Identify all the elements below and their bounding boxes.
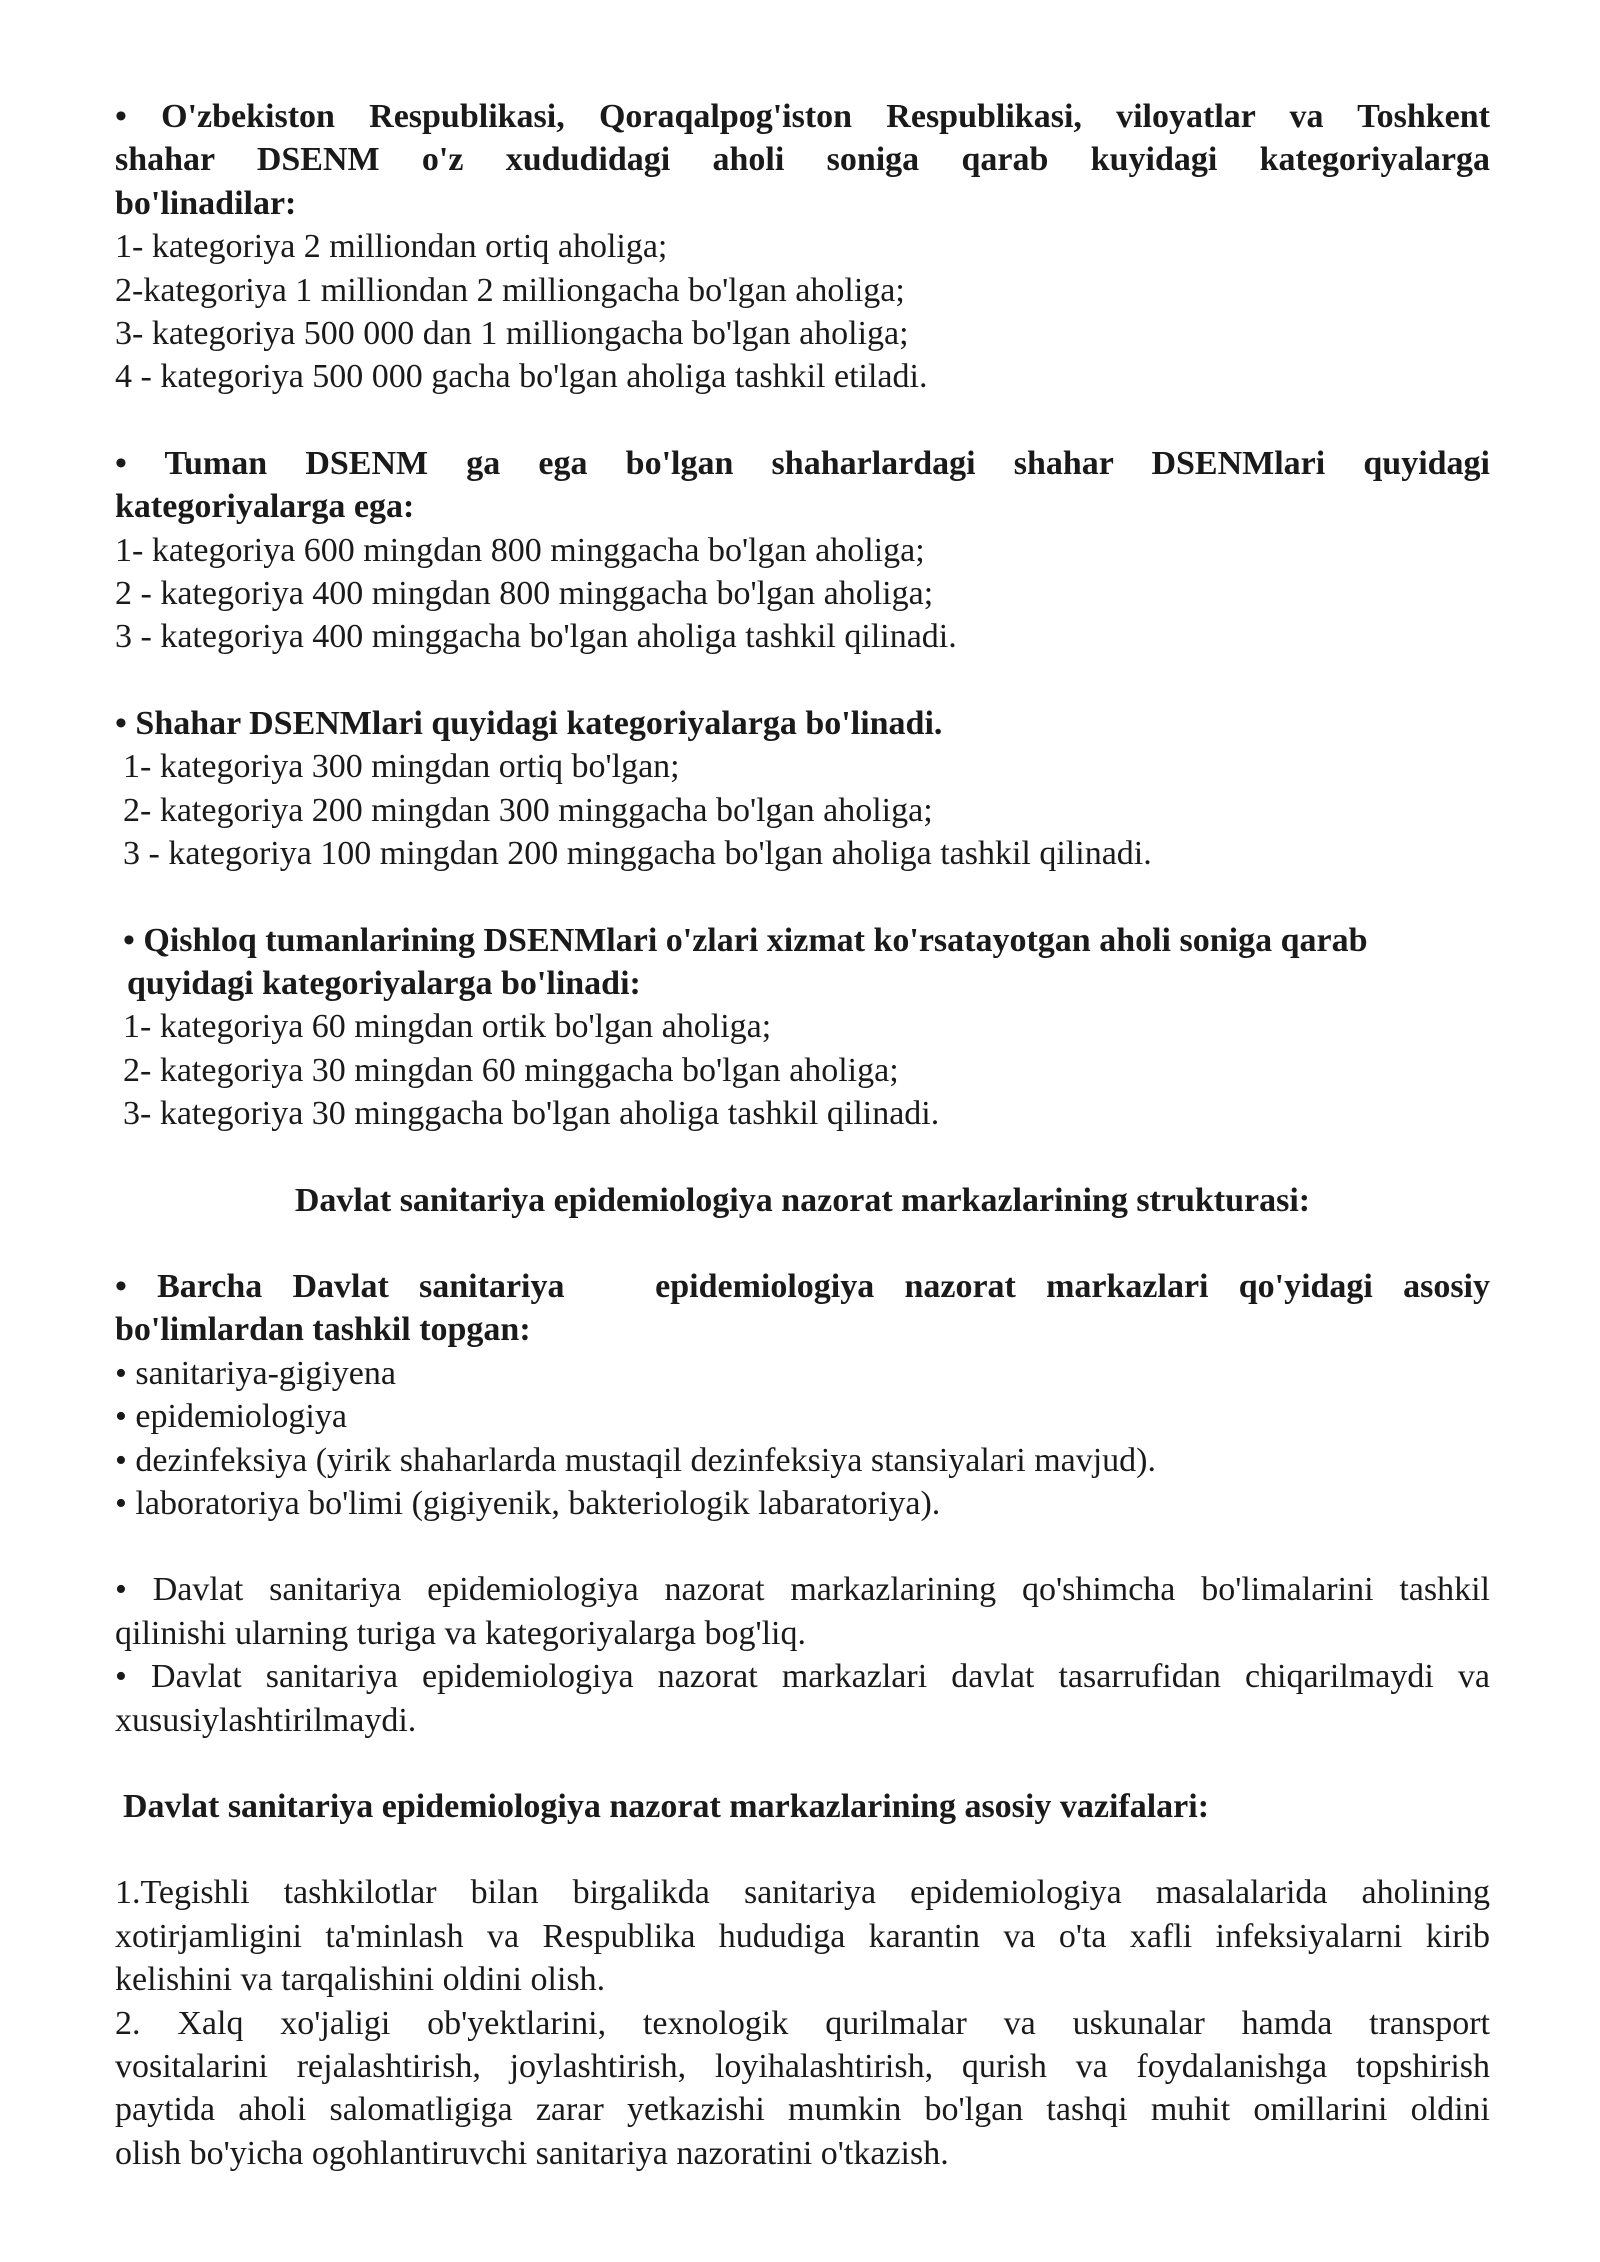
category-item: 4 - kategoriya 500 000 gacha bo'lgan aholiga tashkil etiladi. [115,358,928,396]
category-item: 2- kategoriya 30 mingdan 60 minggacha bo'lgan aholiga; [123,1051,899,1089]
spacer [115,1136,1490,1179]
paragraph-line: • Davlat sanitariya epidemiologiya nazorat markazlari davlat tasarrufidan chiqarilmaydi va [115,1658,1490,1696]
paragraph-line: qilinishi ularning turiga va kategoriyalarga bog'liq. [115,1614,807,1652]
section-main-tasks [115,1871,1490,2175]
section-city-categories [115,702,1490,876]
section-rural-categories [115,919,1490,1136]
section-heading-line: kategoriyalarga ega: [115,488,415,526]
section-heading-line: bo'linadilar: [115,184,297,222]
department-item: • sanitariya-gigiyena [115,1354,396,1392]
category-item: 2-kategoriya 1 milliondan 2 milliongacha bo'lgan aholiga; [115,271,905,309]
category-item: 3- kategoriya 30 minggacha bo'lgan aholiga tashkil qilinadi. [123,1095,940,1133]
department-item: • laboratoriya bo'limi (gigiyenik, bakteriologik labaratoriya). [115,1484,941,1522]
spacer [115,1525,1490,1568]
spacer [115,876,1490,919]
document-page [115,95,1490,2175]
section-heading-line: • O'zbekiston Respublikasi, Qoraqalpog'iston Respublikasi, viloyatlar va Toshkent [115,98,1490,135]
category-item: 3- kategoriya 500 000 dan 1 milliongacha bo'lgan aholiga; [115,315,909,353]
spacer [115,1742,1490,1785]
category-item: 1- kategoriya 600 mingdan 800 minggacha bo'lgan aholiga; [115,531,925,569]
spacer [115,1222,1490,1265]
paragraph-line: 1.Tegishli tashkilotlar bilan birgalikda sanitariya epidemiologiya masalalarida aholining [115,1874,1490,1912]
category-item: 1- kategoriya 2 milliondan ortiq aholiga; [115,228,668,266]
spacer [115,399,1490,442]
department-item: • epidemiologiya [115,1398,347,1436]
category-item: 1- kategoriya 300 mingdan ortiq bo'lgan; [123,748,680,786]
paragraph-line: olish bo'yicha ogohlantiruvchi sanitariya nazoratini o'tkazish. [115,2134,949,2172]
spacer [115,1828,1490,1871]
category-item: 2- kategoriya 200 mingdan 300 minggacha bo'lgan aholiga; [123,791,933,829]
structure-heading: Davlat sanitariya epidemiologiya nazorat markazlarining strukturasi: [294,1181,1311,1219]
paragraph-line: xotirjamligini ta'minlash va Respublika hududiga karantin va o'ta xafli infeksiyalarni kirib [115,1917,1490,1955]
section-structure-departments [115,1265,1490,1525]
paragraph-line: vositalarini rejalashtirish, joylashtirish, loyihalashtirish, qurish va foydalanishga topshirish [115,2048,1490,2086]
section-heading-line: • Shahar DSENMlari quyidagi kategoriyalarga bo'linadi. [115,704,943,742]
section-heading-line: • Qishloq tumanlarining DSENMlari o'zlari xizmat ko'rsatayotgan aholi soniga qarab [123,921,1368,959]
paragraph-line: kelishini va tarqalishini oldini olish. [115,1961,606,1999]
section-republic-categories [115,95,1490,399]
paragraph-line: 2. Xalq xo'jaligi ob'yektlarini, texnologik qurilmalar va uskunalar hamda transport [115,2004,1490,2042]
section-district-city-categories [115,442,1490,659]
paragraph-line: • Davlat sanitariya epidemiologiya nazorat markazlarining qo'shimcha bo'limalarini tashkil [115,1571,1490,1609]
paragraph-line: paytida aholi salomatligiga zarar yetkazishi mumkin bo'lgan tashqi muhit omillarini oldini [115,2091,1490,2129]
spacer [115,659,1490,702]
tasks-heading: Davlat sanitariya epidemiologiya nazorat markazlarining asosiy vazifalari: [123,1788,1210,1825]
section-heading-line: shahar DSENM o'z xududidagi aholi soniga qarab kuyidagi kategoriyalarga [115,141,1490,179]
section-heading-line: • Barcha Davlat sanitariya epidemiologiya nazorat markazlari qo'yidagi asosiy [115,1267,1490,1305]
category-item: 2 - kategoriya 400 mingdan 800 minggacha bo'lgan aholiga; [115,575,934,613]
paragraph-line: xususiylashtirilmaydi. [115,1701,417,1739]
section-heading-line: • Tuman DSENM ga ega bo'lgan shaharlardagi shahar DSENMlari quyidagi [115,444,1490,482]
category-item: 1- kategoriya 60 mingdan ortik bo'lgan aholiga; [123,1008,772,1046]
category-item: 3 - kategoriya 100 mingdan 200 minggacha bo'lgan aholiga tashkil qilinadi. [123,835,1152,873]
section-heading-line: quyidagi kategoriyalarga bo'linadi: [127,964,641,1002]
department-item: • dezinfeksiya (yirik shaharlarda mustaqil dezinfeksiya stansiyalari mavjud). [115,1441,1157,1479]
section-additional-notes [115,1568,1490,1742]
section-heading-line: bo'limlardan tashkil topgan: [115,1311,531,1349]
category-item: 3 - kategoriya 400 minggacha bo'lgan aholiga tashkil qilinadi. [115,618,957,656]
